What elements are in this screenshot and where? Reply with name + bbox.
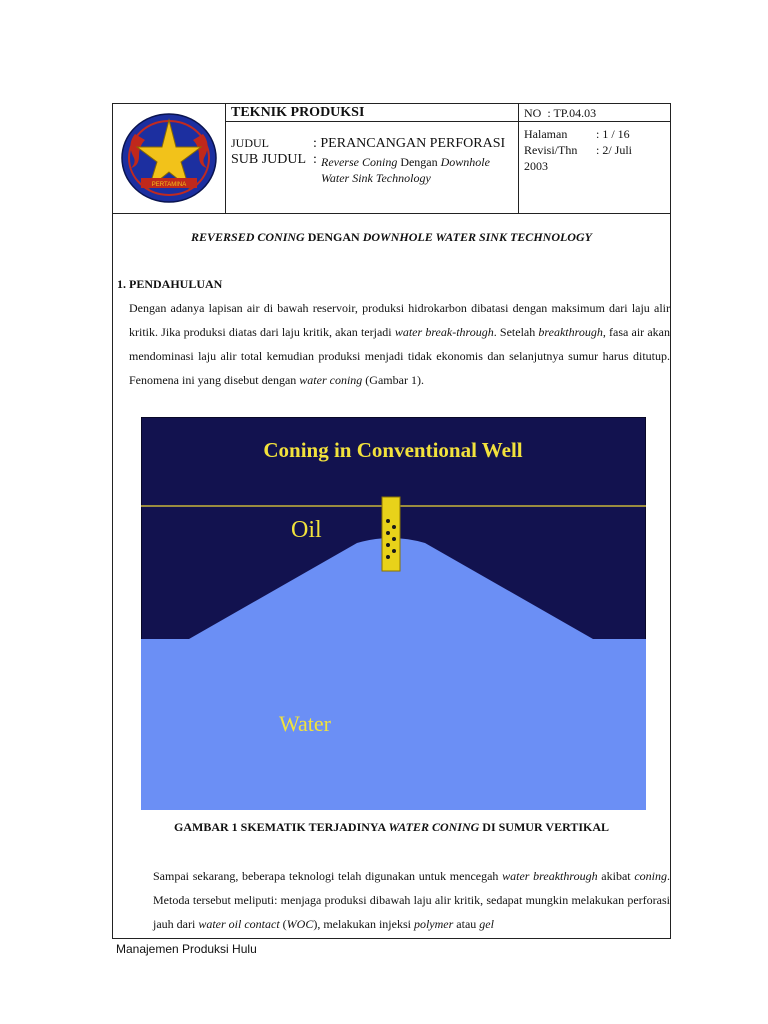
header-right — [518, 104, 670, 213]
intro-paragraph: Dengan adanya lapisan air di bawah reservoir, produksi hidrokarbon dibatasi dengan maksimum dari laju alir kritik. Jika produksi diatas dari laju kritik, akan terjadi water break-through. Setelah breakthrough, fasa air akan mendominasi laju alir total kemudian produksi menjadi tidak ekonomis dan selanjutnya sumur harus ditutup. Fenomena ini yang disebut dengan water coning (Gambar 1). — [129, 301, 670, 387]
judul-value: : PERANCANGAN PERFORASI — [313, 136, 506, 151]
revisi-year: 2003 — [524, 159, 548, 173]
logo-text: PERTAMINA — [151, 182, 187, 188]
subjudul-value: Reverse Coning Dengan Downhole Water Sink Technology — [321, 155, 490, 185]
coning-figure — [141, 417, 646, 810]
page-info — [524, 126, 668, 174]
document-header — [113, 104, 670, 214]
revisi-label: Revisi/Thn — [524, 143, 578, 157]
well-bore — [382, 497, 400, 571]
header-middle — [225, 104, 519, 213]
doc-number: NO : TP.04.03 — [524, 106, 597, 120]
logo-cell — [113, 104, 226, 213]
body-paragraph: Sampai sekarang, beberapa teknologi telah digunakan untuk mencegah water breakthrough akibat coning. Metoda tersebut meliputi: menjaga produksi dibawah laju alir kritik, sedapat mungkin melakukan perforasi jauh dari water oil contact (WOC), melakukan injeksi polymer atau gel — [153, 869, 670, 931]
subjudul-label: SUB JUDUL — [231, 152, 307, 167]
figure-title: Coning in Conventional Well — [263, 438, 523, 462]
page-footer: Manajemen Produksi Hulu — [116, 942, 257, 956]
section-heading: 1. PENDAHULUAN — [117, 277, 223, 291]
judul-row — [231, 136, 505, 152]
halaman-value: : 1 / 16 — [596, 127, 630, 141]
subjudul-row — [231, 152, 317, 168]
water-label: Water — [279, 711, 331, 736]
document-title: REVERSED CONING DENGAN DOWNHOLE WATER SINK TECHNOLOGY — [191, 230, 592, 244]
revisi-value: : 2/ Juli — [596, 143, 633, 157]
pertamina-logo — [113, 104, 225, 213]
page-frame — [112, 103, 671, 939]
figure-caption: GAMBAR 1 SKEMATIK TERJADINYA WATER CONING DI SUMUR VERTIKAL — [174, 820, 609, 834]
judul-label: JUDUL — [231, 136, 269, 150]
oil-label: Oil — [291, 517, 322, 543]
header-teknik: TEKNIK PRODUKSI — [231, 105, 365, 120]
halaman-label: Halaman — [524, 127, 568, 141]
subjudul-colon: : — [313, 152, 317, 167]
